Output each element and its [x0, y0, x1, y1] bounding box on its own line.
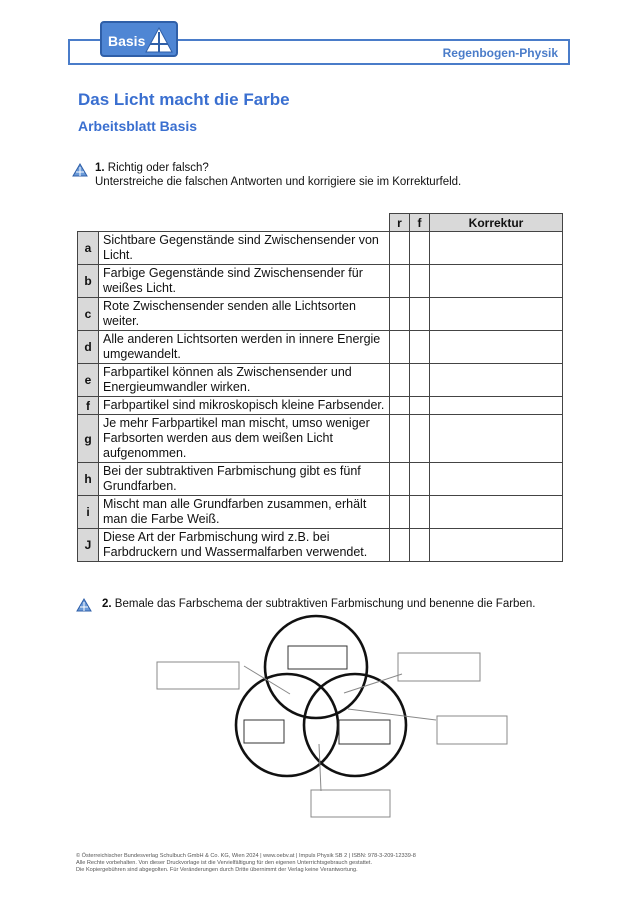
row-letter: b — [78, 265, 99, 298]
row-letter: d — [78, 331, 99, 364]
column-header-r: r — [390, 214, 410, 232]
task-1-question: Richtig oder falsch? — [107, 162, 209, 174]
row-statement: Sichtbare Gegenstände sind Zwischensender von Licht. — [99, 232, 390, 265]
row-statement: Rote Zwischensender senden alle Lichtsorten weiter. — [99, 298, 390, 331]
basis-logo-text: Basis — [108, 33, 146, 49]
leader-line — [348, 709, 436, 720]
leader-line — [319, 744, 321, 791]
column-header-korrektur: Korrektur — [430, 214, 563, 232]
series-title: Regenbogen-Physik — [442, 46, 558, 60]
footer-disclaimer: Die Kopiergebühren sind abgegolten. Für Veränderungen durch Dritte übernimmt der Verlag keine Verantwortung. — [76, 867, 358, 873]
footer-copyright: © Österreichischer Bundesverlag Schulbuch GmbH & Co. KG, Wien 2024 | www.oebv.at | Impuls Physik SB 2 | ISBN: 978-3-209-12339-8 — [76, 853, 416, 859]
row-letter: i — [78, 496, 99, 529]
row-statement: Farbige Gegenstände sind Zwischensender für weißes Licht. — [99, 265, 390, 298]
row-letter: g — [78, 415, 99, 463]
row-statement: Je mehr Farbpartikel man mischt, umso weniger Farbsorten werden aus dem weißen Licht aufgenommen. — [99, 415, 390, 463]
footer-rights: Alle Rechte vorbehalten. Von dieser Druckvorlage ist die Vervielfältigung für den eigenen Unterrichtsgebrauch gestattet. — [76, 860, 373, 866]
row-statement: Bei der subtraktiven Farbmischung gibt es fünf Grundfarben. — [99, 463, 390, 496]
page-title: Das Licht macht die Farbe — [78, 90, 290, 109]
row-letter: a — [78, 232, 99, 265]
row-statement: Mischt man alle Grundfarben zusammen, erhält man die Farbe Weiß. — [99, 496, 390, 529]
row-letter: h — [78, 463, 99, 496]
row-letter: e — [78, 364, 99, 397]
label-box-right[interactable] — [339, 720, 390, 744]
label-box-outer-right[interactable] — [437, 716, 507, 744]
label-box-top[interactable] — [288, 646, 347, 669]
task-2-number: 2. — [102, 598, 112, 610]
row-letter: f — [78, 397, 99, 415]
row-letter: c — [78, 298, 99, 331]
column-header-f: f — [410, 214, 430, 232]
label-box-outer-left[interactable] — [157, 662, 239, 689]
page-subtitle: Arbeitsblatt Basis — [78, 118, 198, 134]
task-1-instruction: Unterstreiche die falschen Antworten und korrigiere sie im Korrekturfeld. — [95, 176, 462, 188]
row-statement: Alle anderen Lichtsorten werden in innere Energie umgewandelt. — [99, 331, 390, 364]
label-box-left[interactable] — [244, 720, 284, 743]
row-letter: J — [78, 529, 99, 562]
label-box-outer-bottom[interactable] — [311, 790, 390, 817]
row-statement: Diese Art der Farbmischung wird z.B. bei Farbdruckern und Wassermalfarben verwendet. — [99, 529, 390, 562]
task-2-instruction: Bemale das Farbschema der subtraktiven Farbmischung und benenne die Farben. — [114, 598, 536, 610]
task-1-number: 1. — [95, 162, 105, 174]
row-statement: Farbpartikel können als Zwischensender und Energieumwandler wirken. — [99, 364, 390, 397]
label-box-outer-top-right[interactable] — [398, 653, 480, 681]
footer — [76, 853, 416, 874]
row-statement: Farbpartikel sind mikroskopisch kleine Farbsender. — [99, 397, 390, 415]
